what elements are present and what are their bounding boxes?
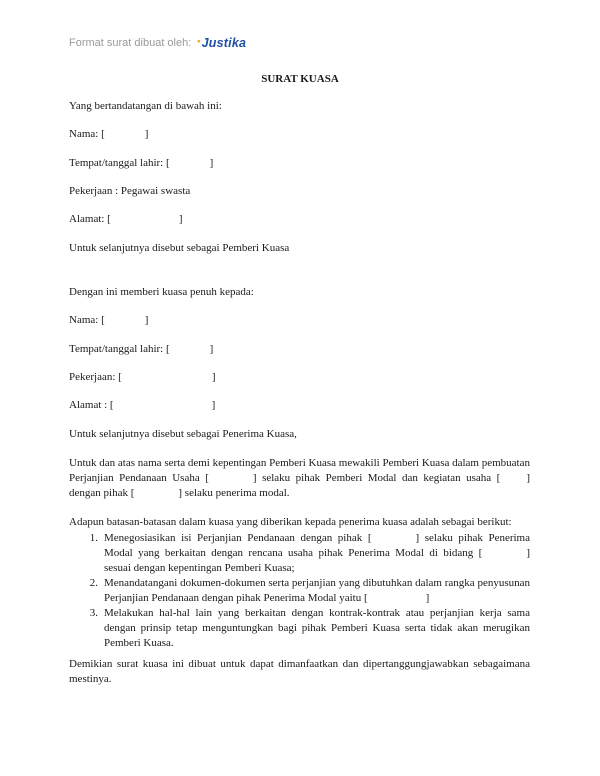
grantee-occupation-line: Pekerjaan: [ ] [69,371,216,383]
grantor-birth-line: Tempat/tanggal lahir: [ ] [69,157,214,169]
document-header [69,36,246,50]
grantor-name-line: Nama: [ ] [69,128,149,140]
grant-intro: Dengan ini memberi kuasa penuh kepada: [69,286,254,298]
list-item: 2. Menandatangani dokumen-dokumen serta perjanjian yang dibutuhkan dalam rangka penyusunan Perjanjian Pendanaan dengan pihak Penerima Modal yaitu [ ] [89,577,530,604]
grantee-note: Untuk selanjutnya disebut sebagai Penerima Kuasa, [69,428,297,440]
grantor-occupation-line: Pekerjaan : Pegawai swasta [69,185,191,197]
list-item: 1. Menegosiasikan isi Perjanjian Pendanaan dengan pihak [ ] selaku pihak Penerima Modal yang berkaitan dengan rencana usaha pihak Penerima Modal di bidang [ ] sesuai dengan kepentingan Pemberi Kuasa; [89,532,530,574]
purpose-paragraph: Untuk dan atas nama serta demi kepentingan Pemberi Kuasa mewakili Pemberi Kuasa dalam pembuatan Perjanjian Pendanaan Usaha [ ] selaku pihak Pemberi Modal dan kegiatan usaha [ ] dengan pihak [ ] selaku penerima modal. [69,457,530,499]
grantor-note: Untuk selanjutnya disebut sebagai Pemberi Kuasa [69,242,290,254]
intro-text: Yang bertandatangan di bawah ini: [69,100,222,112]
justika-logo: •Justika [197,36,247,50]
scope-intro: Adapun batasan-batasan dalam kuasa yang diberikan kepada penerima kuasa adalah sebagai berikut: [69,516,512,528]
header-prefix: Format surat dibuat oleh: [69,37,192,49]
grantee-name-line: Nama: [ ] [69,314,149,326]
list-item: 3. Melakukan hal-hal lain yang berkaitan dengan kontrak-kontrak atau perjanjian kerja sama dengan prinsip tetap menguntungkan bagi pihak Pemberi Kuasa serta tidak akan merugikan Pemberi Kuasa. [89,607,530,649]
closing-paragraph: Demikian surat kuasa ini dibuat untuk dapat dimanfaatkan dan dipertanggungjawabkan sebagaimana mestinya. [69,658,530,685]
grantee-address-line: Alamat : [ ] [69,399,216,411]
scope-list [69,531,530,651]
grantor-address-line: Alamat: [ ] [69,213,183,225]
grantee-birth-line: Tempat/tanggal lahir: [ ] [69,343,214,355]
document-title: SURAT KUASA [261,73,339,85]
